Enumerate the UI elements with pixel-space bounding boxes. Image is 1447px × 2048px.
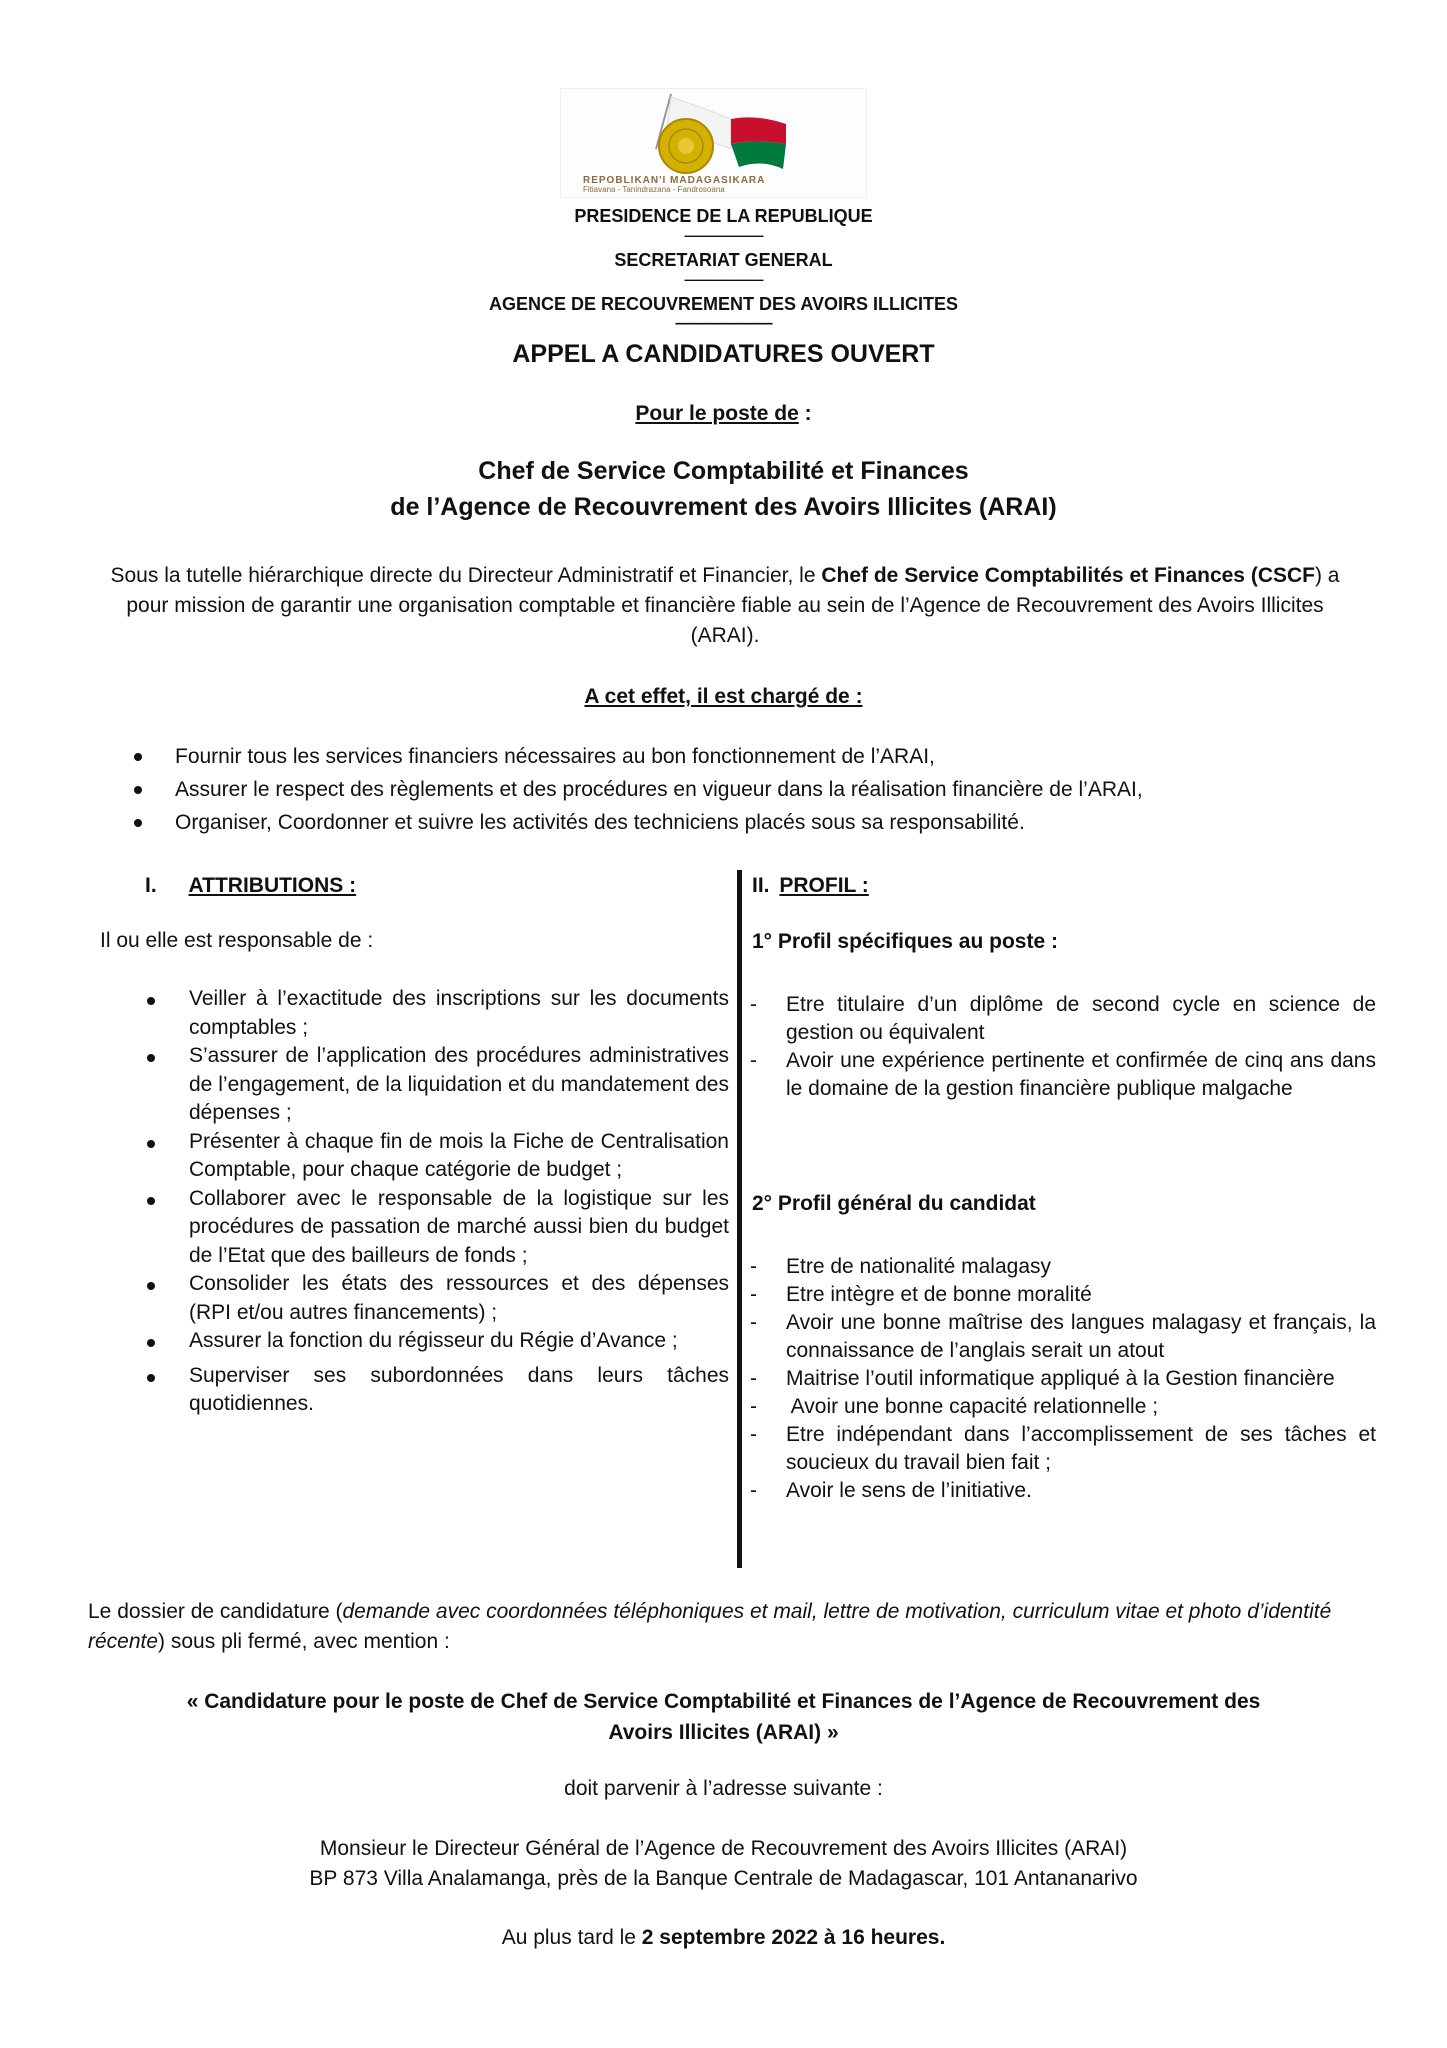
application-mention: « Candidature pour le poste de Chef de Service Comptabilité et Finances de l’Agence de Recouvrement des Avoirs Illicites (ARAI) » xyxy=(186,1690,1261,1744)
job-title-line2: de l’Agence de Recouvrement des Avoirs Illicites (ARAI) xyxy=(390,493,1057,521)
job-title-line1: Chef de Service Comptabilité et Finances xyxy=(478,457,969,485)
intro-paragraph: Sous la tutelle hiérarchique directe du Directeur Administratif et Financier, le Chef de Service Comptabilités et Finances (CSCF) a pour mission de garantir une organisation comptable et financière fiable au sein de l’Agence de Recouvrement des Avoirs Illicites (ARAI). xyxy=(110,564,1340,647)
bullet-icon xyxy=(147,1197,155,1205)
dash-icon: - xyxy=(750,1367,757,1390)
separator: —————— xyxy=(675,313,772,332)
profil-general-heading: 2° Profil général du candidat xyxy=(752,1192,1036,1215)
dash-icon: - xyxy=(750,1479,757,1502)
dash-icon: - xyxy=(750,1255,757,1278)
bullet-icon xyxy=(147,1140,155,1148)
bullet-icon xyxy=(134,786,142,794)
republic-logo xyxy=(560,88,867,198)
list-item: - Avoir une bonne capacité relationnelle ; xyxy=(786,1393,1376,1421)
profil-general-list xyxy=(750,1253,1376,1505)
attributions-heading: I. ATTRIBUTIONS : xyxy=(145,874,357,897)
list-item: - Maitrise l’outil informatique appliqué à la Gestion financière xyxy=(786,1365,1376,1393)
separator: —————— xyxy=(684,271,763,287)
bullet-icon xyxy=(147,1282,155,1290)
bullet-icon xyxy=(134,819,142,827)
dash-icon: - xyxy=(750,1283,757,1306)
mission-list xyxy=(175,740,1375,839)
post-label: Pour le poste de : xyxy=(635,402,812,425)
deadline: Au plus tard le 2 septembre 2022 à 16 heures. xyxy=(501,1926,946,1949)
address-line2: BP 873 Villa Analamanga, près de la Banque Centrale de Madagascar, 101 Antananarivo xyxy=(309,1867,1138,1890)
logo-caption: REPOBLIKAN'I MADAGASIKARA xyxy=(583,175,766,186)
address-intro: doit parvenir à l’adresse suivante : xyxy=(564,1777,883,1800)
dash-icon: - xyxy=(750,1311,757,1334)
dash-icon: - xyxy=(750,1049,757,1072)
profil-heading: II. PROFIL : xyxy=(752,874,869,897)
bullet-icon xyxy=(147,997,155,1005)
profil-specific-list xyxy=(750,991,1376,1103)
address-line1: Monsieur le Directeur Général de l’Agence de Recouvrement des Avoirs Illicites (ARAI) xyxy=(319,1837,1128,1860)
logo-motto: Fitiavana - Tanindrazana - Fandrosoana xyxy=(583,185,725,194)
dash-icon: - xyxy=(750,993,757,1016)
list-item: Présenter à chaque fin de mois la Fiche de Centralisation Comptable, pour chaque catégorie de budget ; xyxy=(189,1128,729,1185)
list-item: - Etre de nationalité malagasy xyxy=(786,1253,1376,1281)
list-item: S’assurer de l’application des procédures administratives de l’engagement, de la liquidation et du mandatement des dépenses ; xyxy=(189,1042,729,1128)
list-item: Fournir tous les services financiers nécessaires au bon fonctionnement de l’ARAI, xyxy=(175,740,1375,773)
list-item: Collaborer avec le responsable de la logistique sur les procédures de passation de marché aussi bien du budget de l’Etat que des bailleurs de fonds ; xyxy=(189,1185,729,1271)
list-item: Superviser ses subordonnées dans leurs tâches quotidiennes. xyxy=(189,1362,729,1419)
bullet-icon xyxy=(134,753,142,761)
list-item: Assurer la fonction du régisseur du Régie d’Avance ; xyxy=(189,1327,729,1356)
page-title: APPEL A CANDIDATURES OUVERT xyxy=(512,340,935,368)
list-item: Assurer le respect des règlements et des procédures en vigueur dans la réalisation financière de l’ARAI, xyxy=(175,773,1375,806)
list-item: - Etre titulaire d’un diplôme de second cycle en science de gestion ou équivalent xyxy=(750,993,1376,1044)
separator: —————— xyxy=(684,227,763,243)
column-divider xyxy=(737,870,742,1568)
profil-specific-heading: 1° Profil spécifiques au poste : xyxy=(752,930,1058,953)
list-item: - Etre intègre et de bonne moralité xyxy=(786,1281,1376,1309)
dash-icon: - xyxy=(750,1423,757,1446)
list-item: Veiller à l’exactitude des inscriptions sur les documents comptables ; xyxy=(189,985,729,1042)
attributions-list xyxy=(189,985,729,1419)
list-item: - Etre indépendant dans l’accomplissement de ses tâches et soucieux du travail bien fait ; xyxy=(750,1423,1376,1474)
agency-heading: AGENCE DE RECOUVREMENT DES AVOIRS ILLICITES xyxy=(488,294,959,314)
list-item: Consolider les états des ressources et des dépenses (RPI et/ou autres financements) ; xyxy=(189,1270,729,1327)
attributions-intro: Il ou elle est responsable de : xyxy=(100,929,374,952)
list-item: - Avoir le sens de l’initiative. xyxy=(786,1477,1376,1505)
bullet-icon xyxy=(147,1054,155,1062)
bullet-icon xyxy=(147,1374,155,1382)
list-item: - Avoir une bonne maîtrise des langues malagasy et français, la connaissance de l’anglais serait un atout xyxy=(750,1311,1376,1362)
dossier-paragraph: Le dossier de candidature (demande avec coordonnées téléphoniques et mail, lettre de motivation, curriculum vitae et photo d’identité récente) sous pli fermé, avec mention : xyxy=(88,1600,1332,1653)
bullet-icon xyxy=(147,1339,155,1347)
presidence-heading: PRESIDENCE DE LA REPUBLIQUE xyxy=(574,206,873,226)
secretariat-heading: SECRETARIAT GENERAL xyxy=(614,250,833,270)
mission-heading: A cet effet, il est chargé de : xyxy=(584,685,863,708)
list-item: Organiser, Coordonner et suivre les activités des techniciens placés sous sa responsabilité. xyxy=(175,806,1375,839)
list-item: - Avoir une expérience pertinente et confirmée de cinq ans dans le domaine de la gestion financière publique malgache xyxy=(750,1049,1376,1100)
dash-icon: - xyxy=(750,1395,757,1418)
